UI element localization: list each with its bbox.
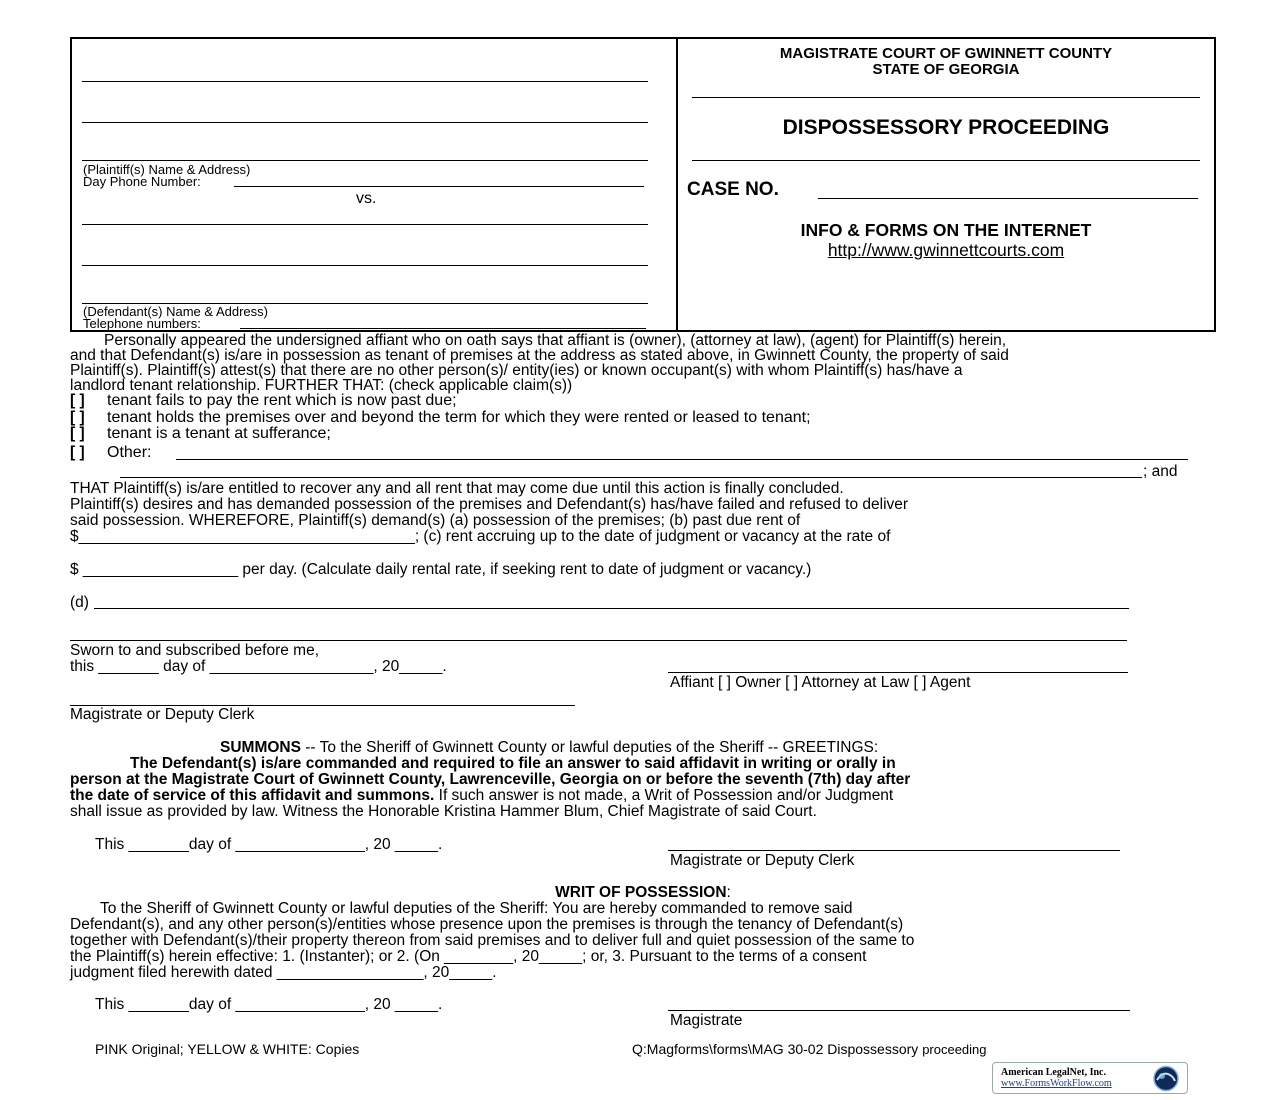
info-label: INFO & FORMS ON THE INTERNET [800,220,1092,240]
writ-line-5: judgment filed herewith dated _________________, 20_____. [70,964,497,981]
affiant-capacity-line: Affiant [ ] Owner [ ] Attorney at Law [ ] Agent [670,674,971,691]
plaintiff-line-1[interactable] [82,81,648,82]
form-path [632,1042,987,1057]
form-path-main: Q:Magforms\forms\MAG 30-02 Dispossessory [632,1041,919,1057]
writ-heading: WRIT OF POSSESSION [555,884,727,901]
writ-line-1: To the Sheriff of Gwinnett County or lawful deputies of the Sheriff: You are hereby commanded to remove said [100,900,853,917]
defendant-line-2[interactable] [82,265,648,266]
claim-past-due: tenant fails to pay the rent which is now past due; [107,392,457,409]
summons-heading: SUMMONS [220,739,301,756]
summons-bold-line-1: The Defendant(s) is/are commanded and required to file an answer to said affidavit in writing or orally in [130,755,896,772]
other-field-2[interactable] [120,477,1142,478]
that-line-1: THAT Plaintiff(s) is/are entitled to recover any and all rent that may come due until this action is finally concluded. [70,480,844,497]
per-day-line: $ __________________ per day. (Calculate daily rental rate, if seeking rent to date of judgment or vacancy.) [70,561,812,578]
other-field-1[interactable] [176,459,1188,460]
writ-heading-colon: : [726,884,731,901]
vendor-logo[interactable] [992,1062,1188,1094]
header-rule-1 [692,97,1200,98]
court-state: STATE OF GEORGIA [872,61,1020,78]
defendant-line-1[interactable] [82,224,648,225]
caption-divider [676,37,678,332]
writ-heading-line [70,885,1216,901]
d-label: (d) [70,594,89,611]
summons-signature-line[interactable] [668,850,1120,851]
logo-name: American LegalNet, Inc. [1001,1067,1106,1078]
defendant-phone-label: Telephone numbers: [83,316,201,331]
website-link[interactable] [678,240,1214,260]
form-title: DISPOSSESSORY PROCEEDING [782,116,1110,139]
plaintiff-line-2[interactable] [82,122,648,123]
summons-signature-label: Magistrate or Deputy Clerk [670,852,855,869]
defendant-label: (Defendant(s) Name & Address) [83,304,268,319]
summons-bold-line-3: the date of service of this affidavit and summons. [70,787,435,804]
copies-note: PINK Original; YELLOW & WHITE: Copies [95,1041,360,1057]
plaintiff-line-3[interactable] [82,160,648,161]
that-line-2: Plaintiff(s) desires and has demanded possession of the premises and Defendant(s) has/have failed and refused to deliver [70,496,909,513]
summons-line-3 [70,788,893,804]
summons-line-4: shall issue as provided by law. Witness the Honorable Kristina Hammer Blum, Chief Magistrate of said Court. [70,803,817,820]
summons-heading-rest: -- To the Sheriff of Gwinnett County or lawful deputies of the Sheriff -- GREETINGS: [300,739,879,756]
defendant-phone-line[interactable] [240,328,646,329]
writ-line-4: the Plaintiff(s) herein effective: 1. (Instanter); or 2. (On ________, 20_____; or, 3. Pursuant to the terms of a consent [70,948,867,965]
summons-bold-line-2: person at the Magistrate Court of Gwinnett County, Lawrenceville, Georgia on or before the seventh (7th) day after [70,771,911,788]
that-line-4: $_______________________________________; (c) rent accruing up to the date of judgment or vacancy at the rate of [70,528,891,545]
d-field-2[interactable] [70,640,1127,641]
vs-label: vs. [356,190,377,207]
writ-line-3: together with Defendant(s)/their property thereon from said premises and to deliver full and quiet possession of the same to [70,932,915,949]
intro-line-4: landlord tenant relationship. FURTHER THAT: (check applicable claim(s)) [70,377,573,394]
writ-signature-label: Magistrate [670,1012,743,1029]
clerk-label: Magistrate or Deputy Clerk [70,706,255,723]
court-name: MAGISTRATE COURT OF GWINNETT COUNTY [779,45,1113,62]
logo-url[interactable]: www.FormsWorkFlow.com [1001,1078,1112,1089]
affiant-signature-line[interactable] [668,672,1128,673]
case-no-label: CASE NO. [687,179,779,200]
claim-holdover: tenant holds the premises over and beyond the term for which they were rented or leased to tenant; [107,409,811,426]
claim-sufferance: tenant is a tenant at sufferance; [107,425,331,442]
intro-line-2: and that Defendant(s) is/are in possession as tenant of premises at the address as stated above, in Gwinnett County, the property of said [70,347,1009,364]
intro-line-3: Plaintiff(s). Plaintiff(s) attest(s) that there are no other person(s)/ entity(ies) or known occupant(s) with whom Plaintiff(s) has/have a [70,362,963,379]
writ-date-line: This _______day of _______________, 20 _____. [95,996,443,1013]
globe-icon [1151,1065,1181,1092]
form-path-tail: proceeding [922,1042,987,1057]
writ-line-2: Defendant(s), and any other person(s)/entities whose presence upon the premises is through the tenancy of Defendant(s) [70,916,904,933]
summons-rest-line-3: If such answer is not made, a Writ of Possession and/or Judgment [434,787,894,804]
case-no-field[interactable] [818,198,1198,199]
summons-heading-line [220,740,878,756]
plaintiff-phone-label: Day Phone Number: [83,174,201,189]
checkbox-holdover[interactable]: [ ] [70,409,85,426]
sworn-line-2: this _______ day of ___________________, 20_____. [70,658,447,675]
checkbox-other[interactable]: [ ] [70,444,85,461]
website-link-text[interactable]: http://www.gwinnettcourts.com [827,240,1065,260]
that-line-3: said possession. WHEREFORE, Plaintiff(s) demand(s) (a) possession of the premises; (b) past due rent of [70,512,801,529]
d-field-1[interactable] [94,608,1129,609]
checkbox-past-due[interactable]: [ ] [70,392,85,409]
plaintiff-phone-line[interactable] [234,186,644,187]
intro-line-1: Personally appeared the undersigned affiant who on oath says that affiant is (owner), (attorney at law), (agent) for Plaintiff(s) herein, [104,332,1007,349]
writ-signature-line[interactable] [668,1010,1130,1011]
header-rule-2 [692,160,1200,161]
sworn-line-1: Sworn to and subscribed before me, [70,642,319,659]
and-text: ; and [1143,463,1178,480]
summons-date-line: This _______day of _______________, 20 _____. [95,836,443,853]
claim-other: Other: [107,444,152,461]
checkbox-sufferance[interactable]: [ ] [70,425,85,442]
plaintiff-label: (Plaintiff(s) Name & Address) [83,162,251,177]
